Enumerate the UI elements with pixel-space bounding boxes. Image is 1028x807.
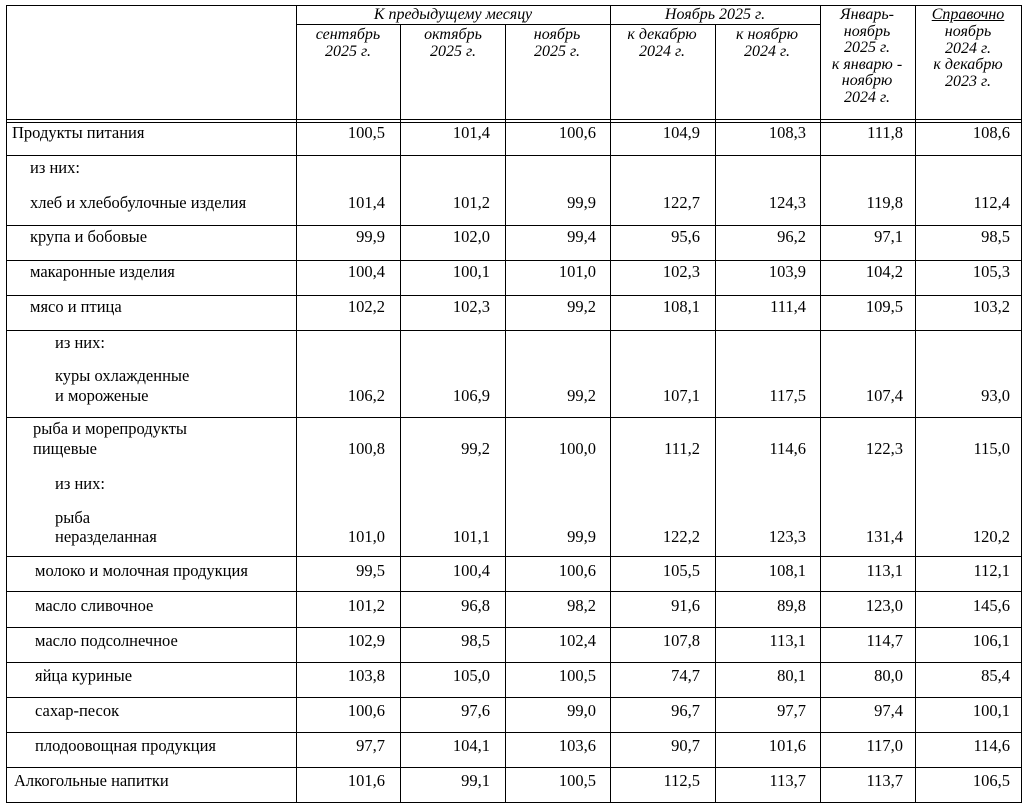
row-label: крупа и бобовые: [30, 227, 148, 246]
row-label: Продукты питания: [12, 123, 145, 142]
row-value: 114,6: [769, 439, 806, 458]
row-divider: [6, 732, 1021, 733]
row-value: 104,2: [865, 262, 903, 281]
row-label: яйца куриные: [35, 666, 133, 685]
header-col-dec2024: к декабрю: [627, 26, 697, 43]
header-col-ref: ноябрь: [944, 23, 992, 40]
row-label: неразделанная: [55, 527, 157, 546]
row-value: 103,6: [558, 736, 596, 755]
row-value: 90,7: [671, 736, 700, 755]
row-label: макаронные изделия: [30, 262, 175, 281]
row-divider: [6, 697, 1021, 698]
row-value: 93,0: [981, 386, 1010, 405]
header-col-jan-nov: 2024 г.: [843, 88, 891, 106]
row-value: 119,8: [866, 193, 903, 212]
row-label: сахар-песок: [35, 701, 120, 720]
header-col-oct: октябрь: [424, 26, 482, 43]
row-value: 101,4: [452, 123, 490, 142]
row-value: 115,0: [973, 439, 1010, 458]
row-value: 112,1: [973, 561, 1010, 580]
row-value: 107,8: [662, 631, 700, 650]
row-value: 97,6: [461, 701, 490, 720]
row-value: 100,1: [972, 701, 1010, 720]
header-col-sep: сентябрь: [315, 26, 381, 43]
row-value: 112,5: [663, 771, 700, 790]
row-label: молоко и молочная продукция: [35, 561, 248, 580]
row-value: 100,5: [558, 666, 596, 685]
row-value: 101,0: [347, 527, 385, 546]
row-value: 98,5: [461, 631, 490, 650]
row-value: 74,7: [671, 666, 700, 685]
row-value: 80,0: [874, 666, 903, 685]
row-value: 106,5: [972, 771, 1010, 790]
header-col-jan-nov: к январю -: [831, 55, 903, 73]
header-col-ref: 2024 г.: [944, 39, 992, 57]
row-divider: [6, 591, 1021, 592]
row-value: 108,1: [768, 561, 806, 580]
row-value: 97,7: [777, 701, 806, 720]
row-value: 99,2: [461, 439, 490, 458]
header-col-jan-nov: 2025 г.: [843, 39, 891, 56]
row-value: 100,1: [452, 262, 490, 281]
row-value: 97,4: [874, 701, 903, 720]
row-value: 104,1: [452, 736, 490, 755]
row-value: 102,0: [452, 227, 490, 246]
row-label: из них:: [30, 158, 80, 177]
header-col-nov2024: к ноябрю: [736, 26, 798, 43]
row-value: 96,2: [777, 227, 806, 246]
column-border: [1021, 5, 1022, 803]
table-bottom-border: [6, 802, 1021, 803]
row-value: 99,9: [567, 527, 596, 546]
row-value: 101,2: [452, 193, 490, 212]
header-group-prev-month: К предыдущему месяцу: [373, 6, 533, 23]
row-value: 101,2: [347, 596, 385, 615]
row-label: хлеб и хлебобулочные изделия: [30, 193, 247, 212]
row-value: 101,6: [347, 771, 385, 790]
row-value: 112,4: [973, 193, 1010, 212]
row-value: 100,6: [558, 123, 596, 142]
row-value: 117,0: [866, 736, 903, 755]
row-value: 102,9: [347, 631, 385, 650]
row-value: 103,8: [347, 666, 385, 685]
row-value: 105,5: [662, 561, 700, 580]
row-value: 107,4: [865, 386, 903, 405]
row-value: 99,2: [567, 386, 596, 405]
row-value: 102,4: [558, 631, 596, 650]
row-divider: [6, 627, 1021, 628]
row-value: 113,1: [769, 631, 806, 650]
row-value: 96,7: [671, 701, 700, 720]
row-value: 99,9: [567, 193, 596, 212]
row-value: 114,6: [973, 736, 1010, 755]
header-col-ref-title: Справочно: [931, 6, 1005, 23]
header-col-ref: 2023 г.: [944, 72, 992, 90]
row-divider: [6, 260, 1021, 261]
row-divider: [6, 330, 1021, 331]
row-label: пищевые: [33, 439, 97, 458]
row-value: 111,4: [770, 297, 806, 316]
row-value: 104,9: [662, 123, 700, 142]
row-value: 123,0: [865, 596, 903, 615]
row-value: 103,2: [972, 297, 1010, 316]
row-value: 99,2: [567, 297, 596, 316]
row-divider-partial: [610, 767, 715, 768]
row-divider: [6, 767, 610, 768]
header-col-ref: к декабрю: [933, 56, 1003, 73]
row-value: 106,1: [972, 631, 1010, 650]
row-value: 100,5: [558, 771, 596, 790]
row-divider: [715, 767, 1021, 768]
header-col-jan-nov: ноябрь: [843, 22, 891, 40]
row-value: 85,4: [981, 666, 1010, 685]
row-value: 80,1: [777, 666, 806, 685]
row-value: 113,7: [769, 771, 806, 790]
header-col-jan-nov: Январь-: [840, 6, 894, 23]
row-value: 97,7: [356, 736, 385, 755]
row-divider: [6, 155, 1021, 156]
column-border: [915, 5, 916, 803]
header-group-rule: [296, 24, 615, 25]
header-col-jan-nov: ноябрю: [841, 72, 893, 89]
row-label: плодоовощная продукция: [35, 736, 217, 755]
header-col-nov: 2025 г.: [533, 42, 581, 60]
row-value: 108,1: [662, 297, 700, 316]
row-value: 98,5: [981, 227, 1010, 246]
row-value: 111,2: [664, 439, 700, 458]
row-value: 100,4: [347, 262, 385, 281]
header-group-nov2025: Ноябрь 2025 г.: [664, 6, 766, 23]
row-label: рыба и морепродукты: [33, 419, 187, 438]
row-value: 103,9: [768, 262, 806, 281]
row-value: 108,6: [972, 123, 1010, 142]
row-value: 131,4: [865, 527, 903, 546]
row-value: 101,4: [347, 193, 385, 212]
row-value: 99,9: [356, 227, 385, 246]
row-value: 89,8: [777, 596, 806, 615]
row-value: 114,7: [866, 631, 903, 650]
row-value: 100,0: [558, 439, 596, 458]
row-value: 123,3: [768, 527, 806, 546]
row-label: Алкогольные напитки: [14, 771, 169, 790]
header-col-nov: ноябрь: [533, 26, 581, 43]
row-value: 101,1: [452, 527, 490, 546]
row-value: 101,6: [768, 736, 806, 755]
row-value: 99,5: [356, 561, 385, 580]
row-value: 108,3: [768, 123, 806, 142]
row-value: 105,3: [972, 262, 1010, 281]
row-value: 99,1: [461, 771, 490, 790]
row-value: 113,1: [866, 561, 903, 580]
row-label: масло подсолнечное: [35, 631, 178, 650]
row-value: 106,9: [452, 386, 490, 405]
row-divider: [6, 225, 1021, 226]
row-value: 97,1: [874, 227, 903, 246]
row-value: 102,3: [452, 297, 490, 316]
row-value: 99,0: [567, 701, 596, 720]
header-col-dec2024: 2024 г.: [638, 42, 686, 60]
row-label: мясо и птица: [30, 297, 122, 316]
row-value: 107,1: [662, 386, 700, 405]
row-label: и мороженые: [55, 386, 149, 405]
row-value: 99,4: [567, 227, 596, 246]
row-value: 100,4: [452, 561, 490, 580]
row-label: из них:: [55, 474, 105, 493]
row-value: 100,6: [347, 701, 385, 720]
row-value: 96,8: [461, 596, 490, 615]
row-value: 95,6: [671, 227, 700, 246]
row-value: 102,3: [662, 262, 700, 281]
column-border: [6, 5, 7, 803]
row-value: 100,6: [558, 561, 596, 580]
row-value: 102,2: [347, 297, 385, 316]
header-bottom-rule: [6, 119, 1021, 120]
row-value: 101,0: [558, 262, 596, 281]
row-value: 100,8: [347, 439, 385, 458]
header-col-nov2024: 2024 г.: [743, 42, 791, 60]
row-value: 109,5: [865, 297, 903, 316]
row-divider: [6, 662, 1021, 663]
row-value: 111,8: [867, 123, 903, 142]
row-label: из них:: [55, 333, 105, 352]
row-value: 98,2: [567, 596, 596, 615]
row-value: 113,7: [866, 771, 903, 790]
row-label: куры охлажденные: [55, 366, 190, 385]
row-value: 117,5: [769, 386, 806, 405]
row-value: 122,7: [662, 193, 700, 212]
row-value: 91,6: [671, 596, 700, 615]
row-value: 122,2: [662, 527, 700, 546]
row-value: 105,0: [452, 666, 490, 685]
row-value: 120,2: [972, 527, 1010, 546]
row-value: 122,3: [865, 439, 903, 458]
row-label: рыба: [55, 508, 91, 527]
header-col-sep: 2025 г.: [324, 42, 372, 60]
row-divider: [6, 417, 1021, 418]
row-value: 106,2: [347, 386, 385, 405]
row-divider: [6, 556, 1021, 557]
row-label: масло сливочное: [35, 596, 154, 615]
row-value: 100,5: [347, 123, 385, 142]
row-value: 124,3: [768, 193, 806, 212]
row-divider: [6, 295, 1021, 296]
row-value: 145,6: [972, 596, 1010, 615]
header-col-oct: 2025 г.: [429, 42, 477, 60]
